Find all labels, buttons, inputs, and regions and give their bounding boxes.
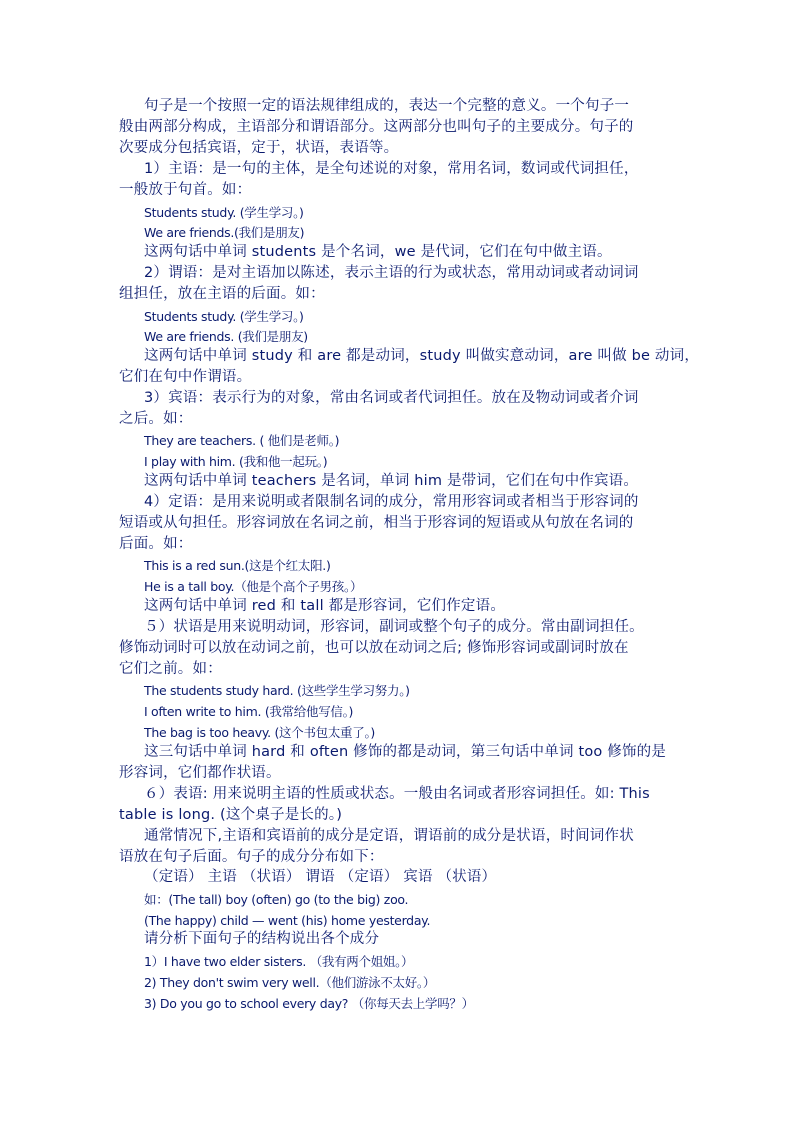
example-sentence: Students study. (学生学习。)	[144, 309, 304, 324]
predicate-heading: 2）谓语：是对主语加以陈述，表示主语的行为或状态，常用动词或者动词词	[144, 265, 639, 281]
explanation-line: 这两句话中单词 red 和 tall 都是形容词，它们作定语。	[144, 598, 506, 614]
intro-line-3: 次要成分包括宾语，定于，状语，表语等。	[119, 140, 399, 156]
example-sentence: They are teachers. ( 他们是老师。)	[144, 433, 340, 448]
subject-heading-cont: 一般放于句首。如：	[119, 182, 252, 198]
attributive-heading-cont: 后面。如：	[119, 536, 193, 552]
example-sentence: I often write to him. (我常给他写信。)	[144, 704, 354, 719]
summary-line: 通常情况下,主语和宾语前的成分是定语，谓语前的成分是状语，时间词作状	[144, 828, 634, 844]
example-sentence: We are friends. (我们是朋友)	[144, 329, 308, 344]
example-sentence: This is a red sun.(这是个红太阳.)	[144, 558, 331, 573]
example-sentence: 如：(The tall) boy (often) go (to the big) zoo.	[144, 892, 409, 907]
explanation-line-cont: 形容词，它们都作状语。	[119, 765, 281, 781]
attributive-heading: 4）定语：是用来说明或者限制名词的成分，常用形容词或者相当于形容词的	[144, 494, 639, 510]
explanation-line-cont: 它们在句中作谓语。	[119, 369, 252, 385]
exercise-item: 3) Do you go to school every day? （你每天去上学吗？）	[144, 996, 474, 1011]
summary-line-cont: 语放在句子后面。句子的成分分布如下：	[119, 849, 384, 865]
adverbial-heading-cont: 它们之前。如：	[119, 661, 222, 677]
adverbial-heading: ５）状语是用来说明动词，形容词，副词或整个句子的成分。常由副词担任。	[144, 619, 644, 635]
example-sentence: We are friends.(我们是朋友)	[144, 225, 305, 240]
intro-line-2: 般由两部分构成，主语部分和谓语部分。这两部分也叫句子的主要成分。句子的	[119, 119, 634, 135]
exercise-title: 请分析下面句子的结构说出各个成分	[144, 931, 380, 947]
attributive-heading-cont: 短语或从句担任。形容词放在名词之前，相当于形容词的短语或从句放在名词的	[119, 515, 634, 531]
predicate-heading-cont: 组担任，放在主语的后面。如：	[119, 286, 325, 302]
explanation-line: 这三句话中单词 hard 和 often 修饰的都是动词，第三句话中单词 too 修饰的是	[144, 744, 667, 760]
explanation-line: 这两句话中单词 students 是个名词，we 是代词，它们在句中做主语。	[144, 244, 612, 260]
subject-heading: 1）主语：是一句的主体，是全句述说的对象，常用名词，数词或代词担任，	[144, 161, 639, 177]
example-sentence: Students study. (学生学习。)	[144, 205, 304, 220]
adverbial-heading-cont: 修饰动词时可以放在动词之前，也可以放在动词之后; 修饰形容词或副词时放在	[119, 640, 629, 656]
predicative-heading: ６）表语: 用来说明主语的性质或状态。一般由名词或者形容词担任。如: This	[144, 786, 650, 802]
example-sentence: The bag is too heavy. (这个书包太重了。)	[144, 725, 375, 740]
intro-line-1: 句子是一个按照一定的语法规律组成的，表达一个完整的意义。一个句子一	[144, 98, 630, 114]
explanation-line: 这两句话中单词 study 和 are 都是动词，study 叫做实意动词，are 叫做 be 动词，	[144, 348, 700, 364]
predicative-heading-cont: table is long. (这个桌子是长的。)	[119, 807, 343, 823]
explanation-line: 这两句话中单词 teachers 是名词，单词 him 是带词，它们在句中作宾语。	[144, 473, 639, 489]
example-sentence: I play with him. (我和他一起玩。)	[144, 454, 328, 469]
example-sentence: (The happy) child — went (his) home yesterday.	[144, 913, 431, 928]
object-heading-cont: 之后。如：	[119, 411, 193, 427]
exercise-item: 2) They don't swim very well.（他们游泳不太好。）	[144, 975, 436, 990]
example-sentence: The students study hard. (这些学生学习努力。)	[144, 683, 410, 698]
object-heading: 3）宾语：表示行为的对象，常由名词或者代词担任。放在及物动词或者介词	[144, 390, 639, 406]
example-sentence: He is a tall boy.（他是个高个子男孩。）	[144, 579, 363, 594]
exercise-item: 1）I have two elder sisters. （我有两个姐姐。）	[144, 954, 414, 969]
structure-pattern: （定语） 主语 （状语） 谓语 （定语） 宾语 （状语）	[144, 869, 497, 885]
